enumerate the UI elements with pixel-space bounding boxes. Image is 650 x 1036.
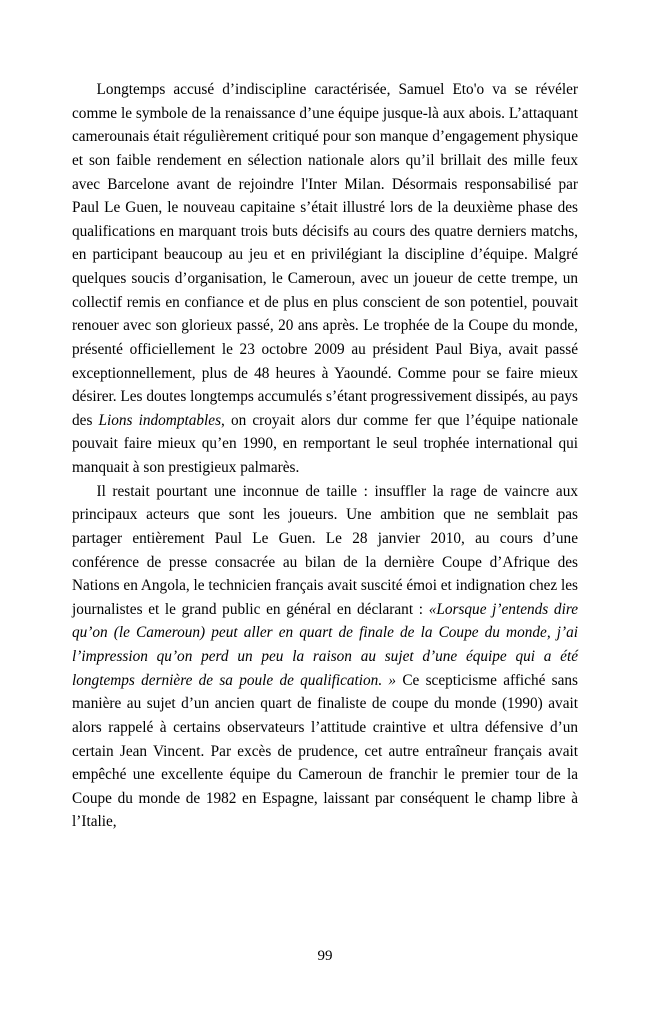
text-run: , on croyait alors dur comme fer que l’équipe nationale pouvait faire mieux qu’en 1990, en remportant le seul trophée international qui manquait à son prestigieux palmarès. bbox=[72, 411, 578, 476]
quote-run-italic: «Lorsque j’entends dire qu’on (le Cameroun) peut aller en quart de finale de la Coupe du monde, j’ai l’impression qu’on perd un peu la raison au sujet d’une équipe qui a été longtemps dernière de sa poule de qualification. » bbox=[72, 600, 578, 689]
page-body bbox=[72, 78, 578, 834]
text-run: Longtemps accusé d’indiscipline caractérisée, Samuel Eto'o va se révéler comme le symbole de la renaissance d’une équipe jusque-là aux abois. L’attaquant camerounais était régulièrement critiqué pour son manque d’engagement physique et son faible rendement en sélection nationale alors qu’il brillait des mille feux avec Barcelone avant de rejoindre l'Inter Milan. Désormais responsabilisé par Paul Le Guen, le nouveau capitaine s’était illustré lors de la deuxième phase des qualifications en marquant trois buts décisifs au cours des quatre derniers matchs, en participant beaucoup au jeu et en privilégiant la discipline d’équipe. Malgré quelques soucis d’organisation, le Cameroun, avec un joueur de cette trempe, un collectif remis en confiance et de plus en plus conscient de son potentiel, pouvait renouer avec son glorieux passé, 20 ans après. Le trophée de la Coupe du monde, présenté officiellement le 23 octobre 2009 au président Paul Biya, avait passé exceptionnellement, plus de 48 heures à Yaoundé. Comme pour se faire mieux désirer. Les doutes longtemps accumulés s’étant progressivement dissipés, au pays des bbox=[72, 81, 578, 429]
text-run: Ce scepticisme affiché sans manière au sujet d’un ancien quart de finaliste de coupe du monde (1990) avait alors rappelé à certains observateurs l’attitude craintive et ultra défensive d’un certain Jean Vincent. Par excès de prudence, cet autre entraîneur français avait empêché une excellente équipe du Cameroun de franchir le premier tour de la Coupe du monde de 1982 en Espagne, laissant par conséquent le champ libre à l’Italie, bbox=[72, 671, 578, 831]
text-run: Il restait pourtant une inconnue de taille : insuffler la rage de vaincre aux principaux acteurs que sont les joueurs. Une ambition que ne semblait pas partager entièrement Paul Le Guen. Le 28 janvier 2010, au cours d’une conférence de presse consacrée au bilan de la dernière Coupe d’Afrique des Nations en Angola, le technicien français avait suscité émoi et indignation chez les journalistes et le grand public en général en déclarant : bbox=[72, 482, 578, 618]
page-number: 99 bbox=[317, 948, 333, 964]
text-run-italic: Lions indomptables bbox=[98, 411, 222, 429]
paragraph-1 bbox=[72, 78, 578, 480]
paragraph-2 bbox=[72, 480, 578, 834]
